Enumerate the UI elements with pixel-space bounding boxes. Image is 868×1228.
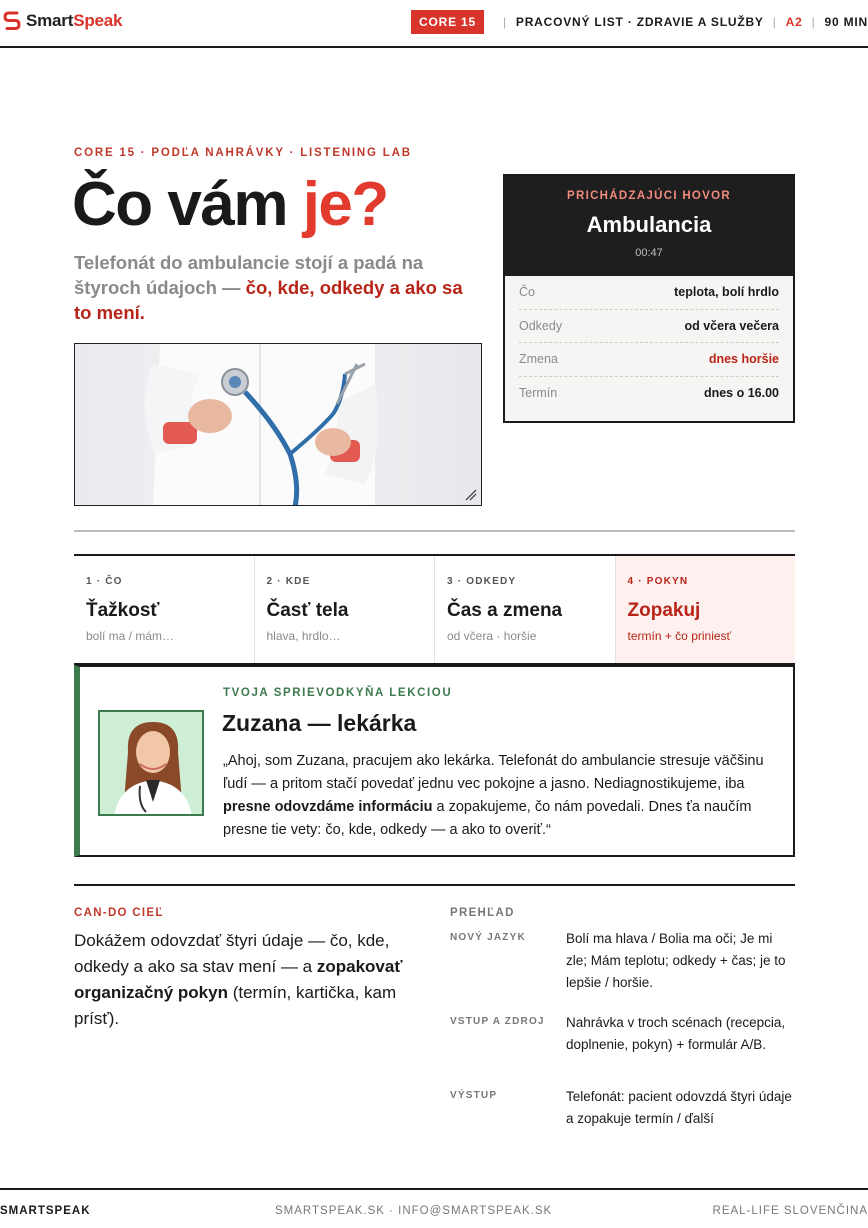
call-row-value: dnes o 16.00 <box>703 386 779 401</box>
guide-name: Zuzana — lekárka <box>222 710 417 736</box>
top-bar <box>0 0 868 48</box>
section-divider <box>74 530 795 532</box>
overview-value: Telefonát: pacient odovzdá štyri údaje a zopakuje termín / ďalší <box>566 1089 792 1126</box>
level-badge: A2 <box>785 15 803 29</box>
step-title: Čas a zmena <box>447 600 563 621</box>
step-title: Časť tela <box>266 600 349 621</box>
lead-paragraph <box>74 250 474 325</box>
doctor-illustration <box>75 344 482 506</box>
separator: | <box>502 15 507 29</box>
can-do-text <box>74 928 409 1032</box>
call-row-value: dnes horšie <box>708 352 779 367</box>
call-row <box>519 276 779 310</box>
footer-brand: SMARTSPEAK <box>0 1205 91 1217</box>
call-timer: 00:47 <box>635 247 663 259</box>
call-row-key: Odkedy <box>519 318 563 333</box>
call-row-value: od včera večera <box>684 318 779 333</box>
core-badge: CORE 15 <box>411 10 484 34</box>
separator: | <box>772 15 777 29</box>
step-card-highlight <box>616 556 796 663</box>
guide-quote <box>223 750 783 842</box>
step-number: 4 · POKYN <box>627 576 689 587</box>
can-do-label: CAN-DO CIEĽ <box>74 907 164 919</box>
section-divider <box>74 884 795 886</box>
step-title: Ťažkosť <box>86 600 160 621</box>
step-card <box>255 556 436 663</box>
logo-text <box>26 11 122 31</box>
document-meta <box>411 10 868 34</box>
step-number: 2 · KDE <box>266 576 311 587</box>
quote-text: a zopakujeme, čo nám povedali. Dnes ťa naučím presne tie vety: čo, kde, odkedy — a ako to overiť.“ <box>223 799 752 838</box>
smartspeak-logo-icon <box>2 10 22 32</box>
call-row <box>519 377 779 411</box>
call-row-key: Termín <box>519 386 558 401</box>
resize-handle-icon[interactable] <box>464 488 478 502</box>
call-row-key: Zmena <box>519 352 558 367</box>
call-details <box>505 276 793 410</box>
caller-name: Ambulancia <box>586 212 712 237</box>
doctor-stethoscope-photo <box>74 343 482 506</box>
four-steps <box>74 554 795 665</box>
step-number: 1 · ČO <box>86 576 123 587</box>
step-card <box>435 556 616 663</box>
guide-eyebrow: TVOJA SPRIEVODKYŇA LEKCIOU <box>223 687 453 699</box>
footer-contact-link[interactable]: SMARTSPEAK.SK · INFO@SMARTSPEAK.SK <box>275 1205 553 1217</box>
call-row <box>519 310 779 344</box>
step-number: 3 · ODKEDY <box>447 576 517 587</box>
page-footer <box>0 1188 868 1228</box>
step-subtitle: hlava, hrdlo… <box>266 629 341 643</box>
guide-avatar <box>98 710 204 816</box>
logo-prefix: Smart <box>26 11 74 30</box>
duration: 90 MIN <box>824 15 868 29</box>
call-eyebrow: PRICHÁDZAJÚCI HOVOR <box>567 190 731 202</box>
can-do-plain: (termín, kartička, kam prísť). <box>74 983 397 1028</box>
brand-logo[interactable] <box>2 10 122 32</box>
guide-box <box>74 665 795 857</box>
overview-key: VSTUP A ZDROJ <box>450 1016 545 1027</box>
title-main: Čo vám <box>72 170 303 239</box>
separator: | <box>811 15 816 29</box>
step-subtitle: bolí ma / mám… <box>86 629 175 643</box>
can-do-bold: zopakovať organizačný pokyn <box>74 957 403 1002</box>
overview-key: VÝSTUP <box>450 1090 498 1101</box>
step-subtitle: termín + čo priniesť <box>627 629 732 643</box>
call-row-value: teplota, bolí hrdlo <box>674 285 779 300</box>
footer-tagline: REAL-LIFE SLOVENČINA <box>712 1205 868 1217</box>
step-subtitle: od včera · horšie <box>447 629 537 643</box>
lead-highlight: čo, kde, odkedy a ako sa to mení <box>74 277 463 323</box>
quote-text: „Ahoj, som Zuzana, pracujem ako lekárka. Telefonát do ambulancie stresuje väčšinu ľudí — a pritom stačí povedať jednu vec pokojne a jasno. Nediagnostikujeme, iba <box>223 753 764 792</box>
logo-suffix: Speak <box>73 11 123 30</box>
title-accent: je? <box>302 170 388 239</box>
hero-eyebrow: CORE 15 · PODĽA NAHRÁVKY · LISTENING LAB <box>74 147 412 159</box>
worksheet-title: PRACOVNÝ LIST · ZDRAVIE A SLUŽBY <box>515 15 764 29</box>
call-row-key: Čo <box>519 285 535 300</box>
quote-bold: presne odovzdáme informáciu <box>223 799 433 815</box>
call-row <box>519 343 779 377</box>
overview-value: Nahrávka v troch scénach (recepcia, doplnenie, pokyn) + formulár A/B. <box>566 1015 786 1052</box>
lead-end: . <box>139 302 145 323</box>
page-title <box>72 168 388 242</box>
overview-key: NOVÝ JAZYK <box>450 932 526 943</box>
step-card <box>74 556 255 663</box>
incoming-call-card <box>503 174 795 423</box>
call-header <box>505 176 793 276</box>
step-title: Zopakuj <box>627 600 701 621</box>
lead-text: Telefonát do ambulancie stojí a padá na štyroch údajoch — <box>74 252 424 298</box>
overview-value: Bolí ma hlava / Bolia ma oči; Je mi zle; Mám teplotu; odkedy + čas; je to lepšie / horšie. <box>566 931 786 990</box>
overview-label: PREHĽAD <box>450 907 515 919</box>
doctor-avatar-icon <box>100 712 204 816</box>
can-do-plain: Dokážem odovzdať štyri údaje — čo, kde, odkedy a ako sa stav mení — a <box>74 931 390 976</box>
